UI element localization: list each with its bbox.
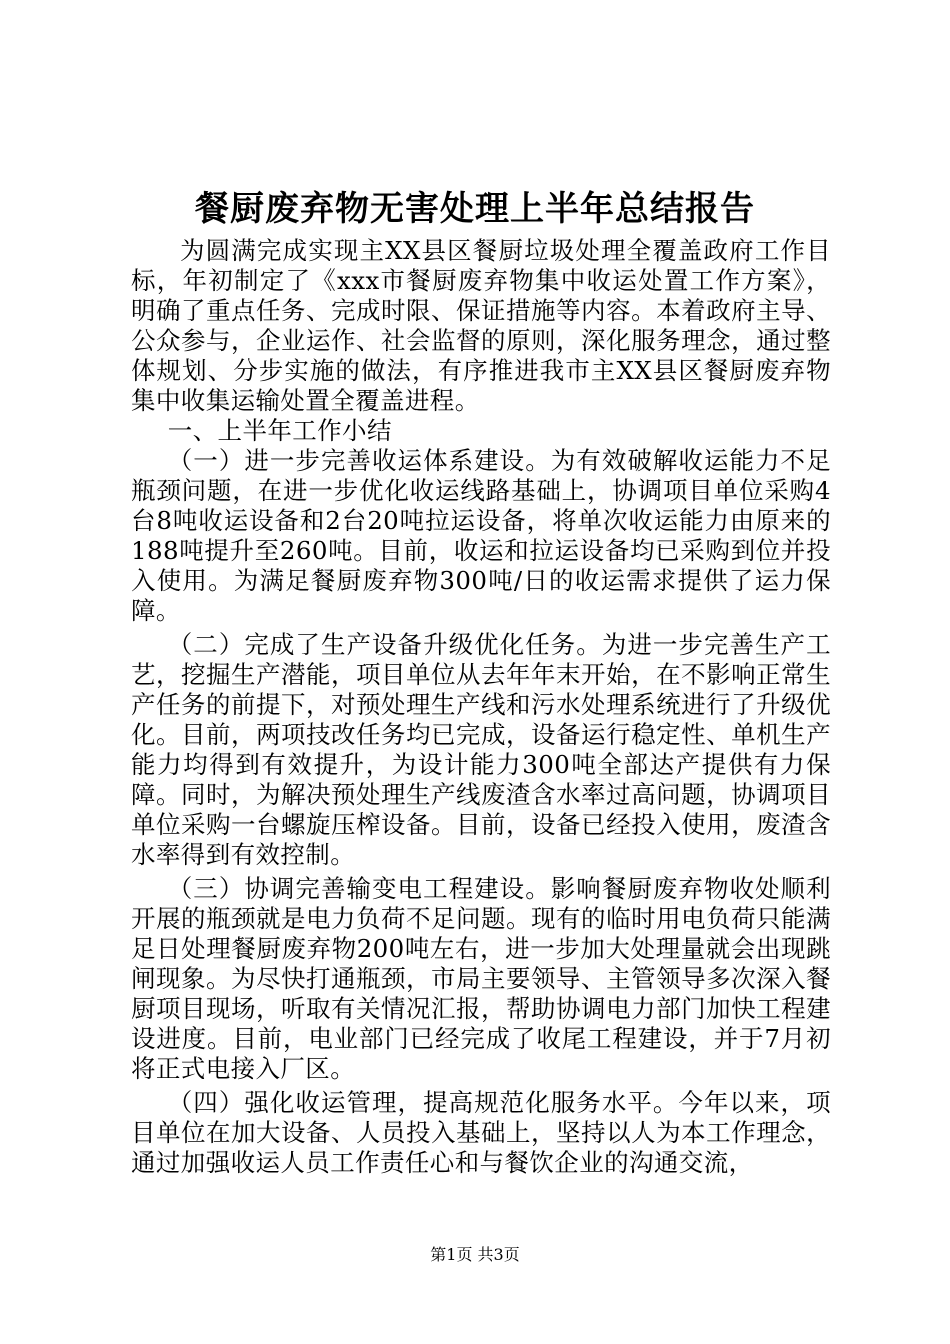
document-title: 餐厨废弃物无害处理上半年总结报告 — [195, 189, 755, 229]
document-body — [131, 236, 831, 1178]
section-heading: 一、上半年工作小结 — [167, 416, 392, 445]
item-2-paragraph: （二）完成了生产设备升级优化任务。为进一步完善生产工艺，挖掘生产潜能，项目单位从去年年末开始，在不影响正常生产任务的前提下，对预处理生产线和污水处理系统进行了升级优化。目前，两项技改任务均已完成，设备运行稳定性、单机生产能力均得到有效提升，为设计能力300吨全部达产提供有力保障。同时，为解决预处理生产线废渣含水率过高问题，协调项目单位采购一台螺旋压榨设备。目前，设备已经投入使用，废渣含水率得到有效控制。 — [131, 630, 831, 869]
item-3-paragraph: （三）协调完善输变电工程建设。影响餐厨废弃物收处顺利开展的瓶颈就是电力负荷不足问题。现有的临时用电负荷只能满足日处理餐厨废弃物200吨左右，进一步加大处理量就会出现跳闸现象。为尽快打通瓶颈，市局主要领导、主管领导多次深入餐厨项目现场，听取有关情况汇报，帮助协调电力部门加快工程建设进度。目前，电业部门已经完成了收尾工程建设，并于7月初将正式电接入厂区。 — [131, 874, 831, 1083]
item-4-paragraph: （四）强化收运管理，提高规范化服务水平。今年以来，项目单位在加大设备、人员投入基础上，坚持以人为本工作理念，通过加强收运人员工作责任心和与餐饮企业的沟通交流， — [131, 1088, 831, 1177]
page-number-footer: 第1页 共3页 — [430, 1245, 520, 1264]
intro-paragraph: 为圆满完成实现主XX县区餐厨垃圾处理全覆盖政府工作目标，年初制定了《xxx市餐厨废弃物集中收运处置工作方案》，明确了重点任务、完成时限、保证措施等内容。本着政府主导、公众参与，企业运作、社会监督的原则，深化服务理念，通过整体规划、分步实施的做法，有序推进我市主XX县区餐厨废弃物集中收集运输处置全覆盖进程。 — [131, 236, 831, 415]
item-1-paragraph: （一）进一步完善收运体系建设。为有效破解收运能力不足瓶颈问题，在进一步优化收运线路基础上，协调项目单位采购4台8吨收运设备和2台20吨拉运设备，将单次收运能力由原来的188吨提升至260吨。目前，收运和拉运设备均已采购到位并投入使用。为满足餐厨废弃物300吨/日的收运需求提供了运力保障。 — [131, 446, 831, 625]
